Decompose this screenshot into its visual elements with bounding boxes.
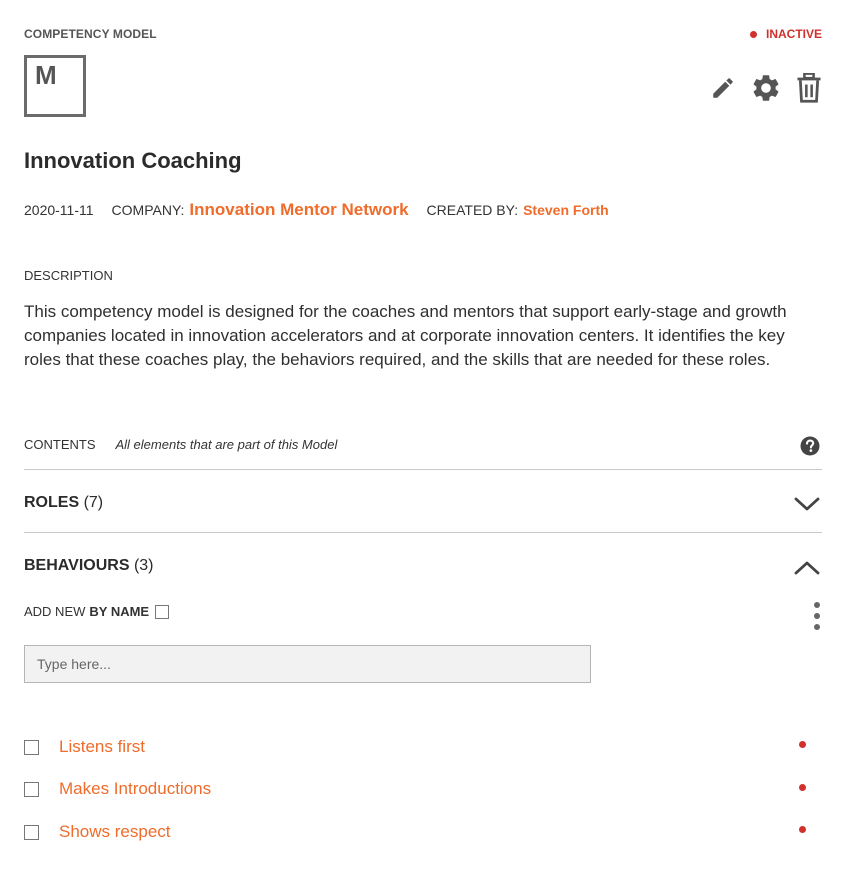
pencil-icon <box>710 75 736 101</box>
divider <box>24 532 822 533</box>
section-roles-header[interactable] <box>24 494 103 512</box>
model-actions <box>710 72 822 104</box>
chevron-up-icon <box>794 560 820 576</box>
by-name-label: BY NAME <box>89 604 150 619</box>
add-new-row <box>24 604 169 619</box>
kebab-dot-icon <box>814 624 820 630</box>
gear-icon <box>750 72 782 104</box>
chevron-down-icon <box>794 496 820 512</box>
section-behaviours-count: (3) <box>133 557 154 574</box>
delete-button[interactable] <box>796 73 822 103</box>
model-icon <box>24 55 86 117</box>
behaviour-link[interactable]: Listens first <box>59 737 145 756</box>
description-label: DESCRIPTION <box>24 268 113 283</box>
behaviour-link[interactable]: Shows respect <box>59 822 171 841</box>
contents-hint: All elements that are part of this Model <box>115 437 338 452</box>
created-by-link[interactable]: Steven Forth <box>523 202 609 218</box>
settings-button[interactable] <box>750 72 782 104</box>
edit-button[interactable] <box>710 75 736 101</box>
help-button[interactable] <box>800 436 820 461</box>
list-item <box>24 779 211 799</box>
help-icon <box>800 436 820 456</box>
model-type-label: COMPETENCY MODEL <box>24 27 157 41</box>
created-by-label: CREATED BY: <box>426 202 519 218</box>
behaviour-link[interactable]: Makes Introductions <box>59 779 212 798</box>
section-roles-count: (7) <box>83 494 104 511</box>
status-dot-icon <box>799 784 806 791</box>
list-item <box>24 737 145 757</box>
section-behaviours-header[interactable] <box>24 557 154 575</box>
item-checkbox[interactable] <box>24 825 39 840</box>
more-options-button[interactable] <box>814 602 820 635</box>
trash-icon <box>796 73 822 103</box>
by-name-checkbox[interactable] <box>155 605 169 619</box>
behaviours-collapse-toggle[interactable] <box>794 560 820 581</box>
model-date: 2020-11-11 <box>24 202 94 218</box>
item-checkbox[interactable] <box>24 740 39 755</box>
item-checkbox[interactable] <box>24 782 39 797</box>
kebab-dot-icon <box>814 602 820 608</box>
list-item <box>24 822 171 842</box>
kebab-dot-icon <box>814 613 820 619</box>
model-icon-letter: M <box>35 60 57 90</box>
section-roles-label: ROLES <box>24 494 80 511</box>
company-link[interactable]: Innovation Mentor Network <box>189 200 409 219</box>
roles-expand-toggle[interactable] <box>794 496 820 517</box>
status-badge <box>750 27 822 41</box>
add-behaviour-input[interactable] <box>24 645 591 683</box>
add-new-label: ADD NEW <box>24 604 86 619</box>
section-behaviours-label: BEHAVIOURS <box>24 557 130 574</box>
contents-label: CONTENTS <box>24 437 96 452</box>
divider <box>24 469 822 470</box>
status-dot-icon <box>750 31 757 38</box>
status-label: INACTIVE <box>765 27 822 41</box>
status-dot-icon <box>799 826 806 833</box>
description-text: This competency model is designed for the coaches and mentors that support early-stage and growth companies located in innovation accelerators and at corporate innovation centers. It identifies the key roles that these coaches play, the behaviors required, and the skills that are needed for these roles. <box>24 302 787 369</box>
status-dot-icon <box>799 741 806 748</box>
company-label: COMPANY: <box>111 202 185 218</box>
contents-header <box>24 437 337 452</box>
model-meta <box>24 200 609 220</box>
page-title: Innovation Coaching <box>24 148 242 173</box>
